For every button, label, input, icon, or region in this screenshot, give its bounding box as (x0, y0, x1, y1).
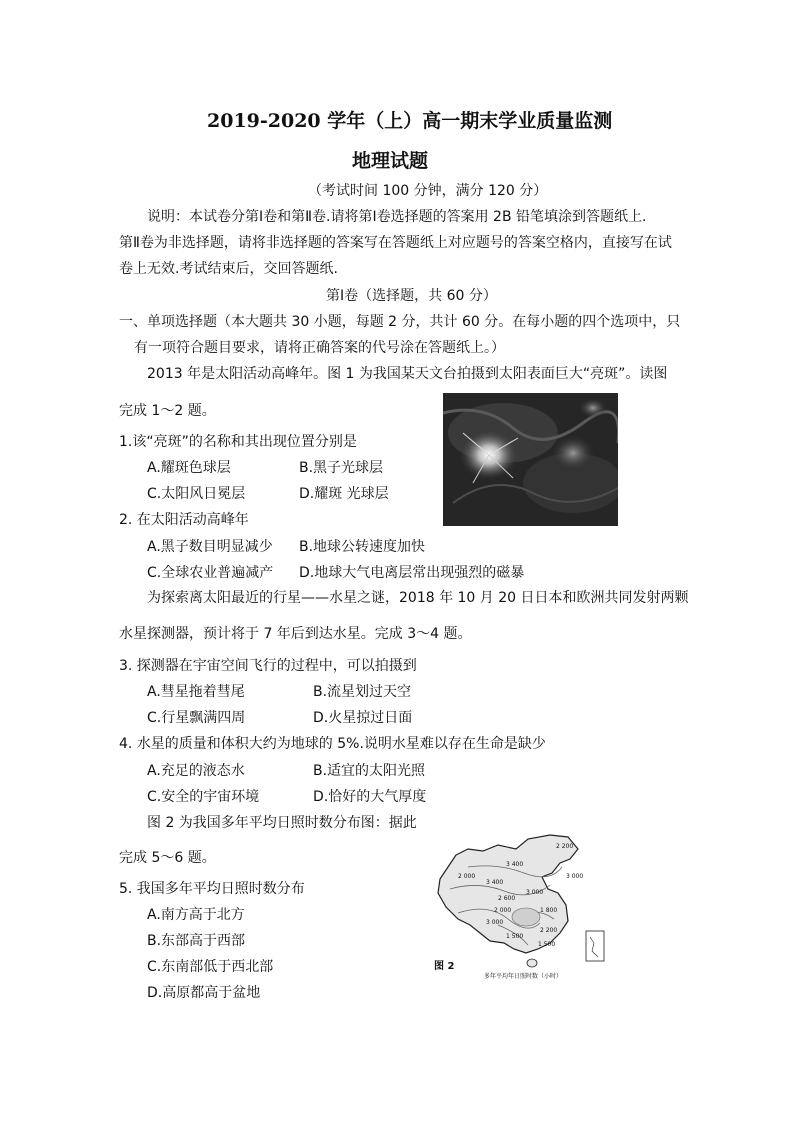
isoline-label: 2 600 (498, 895, 516, 902)
passage3-line-2: 完成 5～6 题。 (119, 850, 216, 866)
passage1-line-1: 2013 年是太阳活动高峰年。图 1 为我国某天文台拍摄到太阳表面巨大“亮斑”。读图 (147, 366, 668, 382)
q5-stem: 5. 我国多年平均日照时数分布 (119, 881, 305, 897)
isoline-label: 2 200 (540, 927, 558, 934)
q3-option-c[interactable]: C.行星飘满四周 (147, 710, 246, 726)
q2-option-a[interactable]: A.黑子数目明显减少 (147, 539, 273, 555)
solar-flare-photo (443, 393, 618, 526)
subject-title: 地理试题 (352, 150, 429, 172)
figure2-legend: 多年平均年日照时数（小时） (484, 973, 563, 980)
passage2-line-1: 为探索离太阳最近的行星——水星之谜，2018 年 10 月 20 日日本和欧洲共同发射两颗 (147, 590, 689, 606)
q1-option-d[interactable]: D.耀斑 光球层 (299, 486, 389, 502)
isoline-label: 1 500 (538, 941, 556, 948)
instruction-line-3: 卷上无效.考试结束后，交回答题纸. (119, 261, 338, 277)
q3-option-a[interactable]: A.彗星拖着彗尾 (147, 684, 245, 700)
q2-option-c[interactable]: C.全球农业普遍减产 (147, 565, 274, 581)
q5-option-a[interactable]: A.南方高于北方 (147, 907, 245, 923)
isoline-label: 1 800 (540, 907, 558, 914)
q5-option-c[interactable]: C.东南部低于西北部 (147, 959, 274, 975)
exam-title: 2019-2020 学年（上）高一期末学业质量监测 (207, 110, 613, 132)
isoline-label: 3 000 (566, 873, 584, 880)
q4-option-b[interactable]: B.适宜的太阳光照 (313, 763, 426, 779)
q1-stem: 1.该“亮斑”的名称和其出现位置分别是 (119, 434, 357, 450)
q4-option-d[interactable]: D.恰好的大气厚度 (313, 789, 427, 805)
section-heading-line-2: 有一项符合题目要求，请将正确答案的代号涂在答题纸上。） (134, 340, 505, 356)
q4-option-a[interactable]: A.充足的液态水 (147, 763, 245, 779)
q4-option-c[interactable]: C.安全的宇宙环境 (147, 789, 260, 805)
q2-option-b[interactable]: B.地球公转速度加快 (299, 539, 426, 555)
passage2-line-2: 水星探测器，预计将于 7 年后到达水星。完成 3～4 题。 (119, 626, 472, 642)
q5-option-d[interactable]: D.高原都高于盆地 (147, 985, 261, 1001)
sunshine-hours-map (428, 833, 608, 981)
figure2-caption: 图 2 (434, 961, 455, 972)
q5-option-b[interactable]: B.东部高于西部 (147, 933, 246, 949)
isoline-label: 2 000 (494, 907, 512, 914)
isoline-label: 3 400 (506, 861, 524, 868)
q4-stem: 4. 水星的质量和体积大约为地球的 5%.说明水星难以存在生命是缺少 (119, 736, 546, 752)
q1-option-a[interactable]: A.耀斑色球层 (147, 460, 231, 476)
q2-option-d[interactable]: D.地球大气电离层常出现强烈的磁暴 (299, 565, 525, 581)
isoline-label: 3 400 (486, 879, 504, 886)
isoline-label: 2 000 (458, 873, 476, 880)
q2-stem: 2. 在太阳活动高峰年 (119, 512, 249, 528)
q1-option-b[interactable]: B.黑子光球层 (299, 460, 384, 476)
section-heading-line-1: 一、单项选择题（本大题共 30 小题，每题 2 分，共计 60 分。在每小题的四个选项中，只 (119, 314, 681, 330)
part1-heading: 第Ⅰ卷（选择题，共 60 分） (326, 288, 497, 304)
isoline-label: 3 000 (486, 919, 504, 926)
china-map-outline (428, 833, 608, 981)
passage1-line-2: 完成 1～2 题。 (119, 403, 216, 419)
q3-option-d[interactable]: D.火星掠过日面 (313, 710, 413, 726)
q3-option-b[interactable]: B.流星划过天空 (313, 684, 412, 700)
passage3-line-1: 图 2 为我国多年平均日照时数分布图：据此 (147, 815, 417, 831)
isoline-label: 3 000 (526, 889, 544, 896)
isoline-label: 1 500 (506, 933, 524, 940)
q1-option-c[interactable]: C.太阳风日冕层 (147, 486, 246, 502)
instruction-line-2: 第Ⅱ卷为非选择题，请将非选择题的答案写在答题纸上对应题号的答案空格内，直接写在试 (119, 235, 672, 251)
q3-stem: 3. 探测器在宇宙空间飞行的过程中，可以拍摄到 (119, 658, 417, 674)
instruction-line-1: 说明：本试卷分第Ⅰ卷和第Ⅱ卷.请将第Ⅰ卷选择题的答案用 2B 铅笔填涂到答题纸上. (147, 209, 647, 225)
isoline-label: 2 200 (556, 843, 574, 850)
exam-info: （考试时间 100 分钟，满分 120 分） (308, 183, 548, 199)
